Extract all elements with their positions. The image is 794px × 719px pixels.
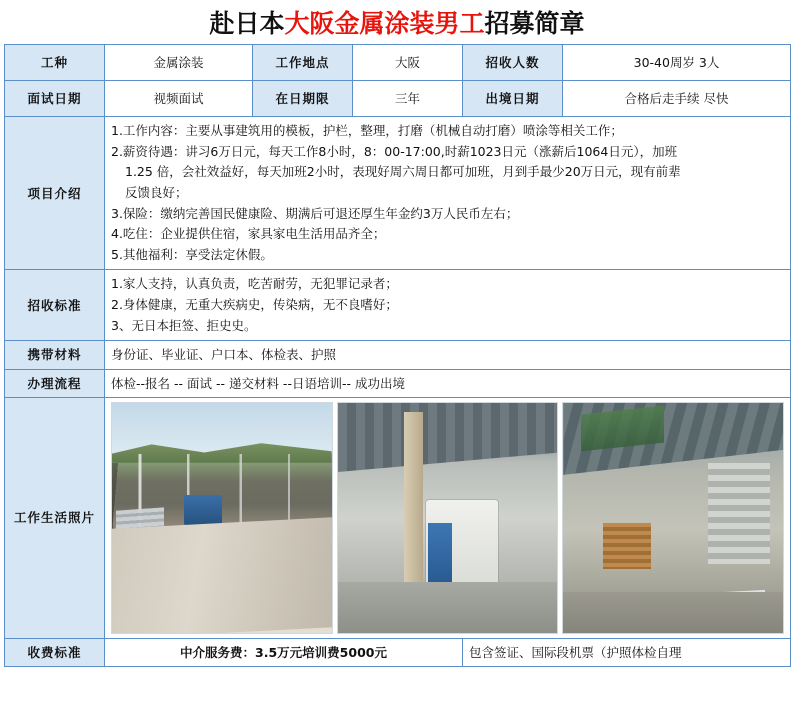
- label-departure-date: 出境日期: [463, 81, 563, 117]
- page-title: [0, 0, 794, 44]
- project-line: 2.薪资待遇：讲习6万日元，每天工作8小时，8：00-17:00,时薪1023日元（涨薪后1064日元），加班: [111, 143, 678, 159]
- label-work-location: 工作地点: [253, 45, 353, 81]
- table-row: [5, 341, 791, 369]
- table-row: [5, 117, 791, 270]
- value-headcount: 30-40周岁 3人: [563, 45, 791, 81]
- criteria-line: 3、无日本拒签、拒史史。: [111, 317, 257, 333]
- value-work-location: 大阪: [353, 45, 463, 81]
- criteria-line: 2.身体健康，无重大疾病史，传染病，无不良嗜好；: [111, 297, 398, 312]
- label-project-intro: 项目介绍: [5, 117, 105, 270]
- project-line: 3.保险：缴纳完善国民健康险、期满后可退还厚生年金约3万人民币左右；: [111, 205, 519, 221]
- value-term-in-japan: 三年: [353, 81, 463, 117]
- label-process: 办理流程: [5, 369, 105, 397]
- project-line: 反馈良好；: [125, 184, 188, 200]
- value-process: 体检--报名 -- 面试 -- 递交材料 --日语培训-- 成功出境: [105, 369, 791, 397]
- value-materials: 身份证、毕业证、户口本、体检表、护照: [105, 341, 791, 369]
- label-job-type: 工种: [5, 45, 105, 81]
- value-fees-note: 包含签证、国际段机票（护照体检自理: [463, 639, 791, 667]
- label-photos: 工作生活照片: [5, 398, 105, 639]
- project-line: 1.25 倍，会社效益好，每天加班2小时，表现好周六周日都可加班，月到手最少20万日元，现有前辈: [125, 164, 681, 180]
- photo-worksite-covered-walkway: [111, 402, 333, 634]
- table-row: [5, 270, 791, 341]
- info-table: [4, 44, 791, 667]
- title-segment-1: 赴日本: [209, 8, 285, 38]
- value-departure-date: 合格后走手续 尽快: [563, 81, 791, 117]
- title-segment-3: 招募简章: [484, 8, 585, 38]
- label-fees: 收费标准: [5, 639, 105, 667]
- photo-workshop-materials: [337, 402, 559, 634]
- value-criteria: [105, 270, 791, 341]
- table-row: [5, 369, 791, 397]
- label-criteria: 招收标准: [5, 270, 105, 341]
- label-interview-date: 面试日期: [5, 81, 105, 117]
- criteria-line: 1.家人支持，认真负责，吃苦耐劳，无犯罪记录者；: [111, 276, 398, 292]
- table-row: [5, 639, 791, 667]
- value-job-type: 金属涂装: [105, 45, 253, 81]
- label-term-in-japan: 在日期限: [253, 81, 353, 117]
- value-fees-main: 中介服务费：3.5万元培训费5000元: [105, 639, 463, 667]
- table-row: [5, 81, 791, 117]
- photo-steel-warehouse: [562, 402, 784, 634]
- value-project-intro: [105, 117, 791, 270]
- project-line: 1.工作内容：主要从事建筑用的模板，护栏，整理，打磨（机械自动打磨）喷涂等相关工作；: [111, 123, 623, 138]
- photo-gallery: [105, 398, 791, 639]
- project-line: 4.吃住：企业提供住宿，家具家电生活用品齐全；: [111, 226, 386, 242]
- title-text: [209, 8, 585, 38]
- value-interview-date: 视频面试: [105, 81, 253, 117]
- table-row: [5, 45, 791, 81]
- title-segment-2: 大阪金属涂装男工: [284, 8, 485, 38]
- table-row-photos: [5, 398, 791, 639]
- project-line: 5.其他福利：享受法定休假。: [111, 246, 273, 262]
- label-headcount: 招收人数: [463, 45, 563, 81]
- label-materials: 携带材料: [5, 341, 105, 369]
